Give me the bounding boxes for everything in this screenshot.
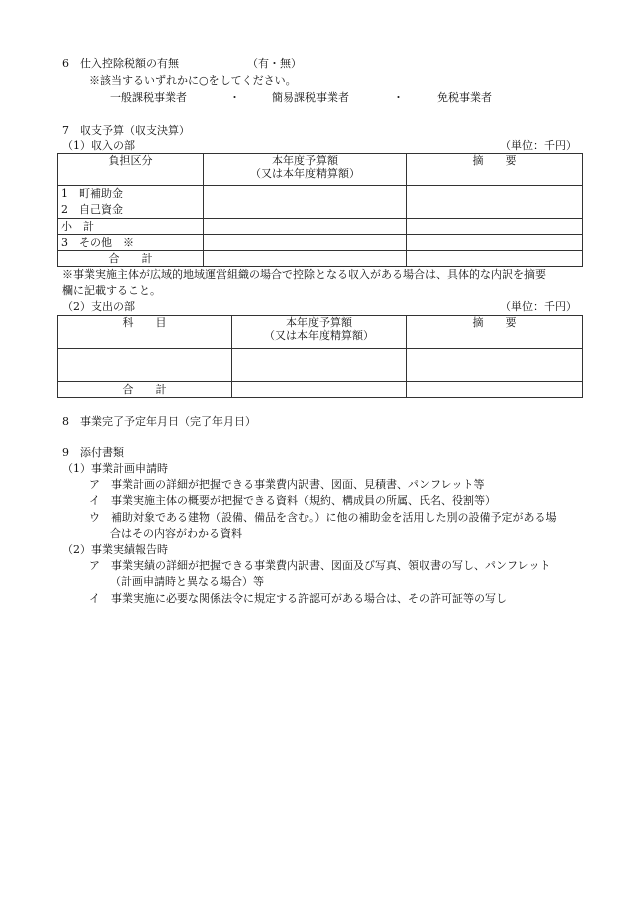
cell bbox=[204, 219, 407, 235]
col-budget bbox=[232, 316, 407, 349]
tax-choice: （有・無） bbox=[247, 57, 302, 70]
income-table bbox=[57, 153, 583, 267]
sub-results-report: （2）事業実績報告時 bbox=[62, 543, 168, 556]
row-label bbox=[58, 186, 204, 219]
option-general: 一般課税事業者 bbox=[110, 91, 187, 104]
item-i1: イ 事業実施主体の概要が把握できる資料（規約、構成員の所属、氏名、役割等） bbox=[89, 494, 496, 507]
income-header-row bbox=[58, 154, 583, 186]
item-a1: ア 事業計画の詳細が把握できる事業費内訳書、図面、見積書、パンフレット等 bbox=[89, 478, 485, 491]
separator-dot: ・ bbox=[229, 91, 240, 104]
expense-title: （2）支出の部 bbox=[62, 300, 135, 313]
col-burden: 負担区分 bbox=[58, 154, 204, 186]
cell bbox=[232, 349, 407, 382]
table-row bbox=[58, 219, 583, 235]
option-simplified: 簡易課税事業者 bbox=[272, 91, 349, 104]
budget-sublabel: （又は本年度精算額） bbox=[264, 329, 374, 342]
item-a2-line1: ア 事業実績の詳細が把握できる事業費内訳書、図面及び写真、領収書の写し、パンフレット bbox=[89, 559, 551, 572]
table-row bbox=[58, 349, 583, 382]
row-own-funds: 2 自己資金 bbox=[61, 203, 123, 216]
col-item: 科 目 bbox=[58, 316, 232, 349]
item-a2-line2: （計画申請時と異なる場合）等 bbox=[110, 575, 264, 588]
item-u1-line2: 合はその内容がわかる資料 bbox=[110, 527, 242, 540]
cell bbox=[407, 219, 583, 235]
cell bbox=[407, 186, 583, 219]
table-row bbox=[58, 235, 583, 251]
option-exempt: 免税事業者 bbox=[437, 91, 492, 104]
section9-heading: 9 添付書類 bbox=[62, 446, 124, 459]
cell bbox=[407, 251, 583, 267]
table-row bbox=[58, 186, 583, 219]
income-title: （1）収入の部 bbox=[62, 139, 135, 152]
expense-header-row bbox=[58, 316, 583, 349]
budget-label: 本年度予算額 bbox=[286, 316, 352, 329]
separator-dot: ・ bbox=[393, 91, 404, 104]
table-row bbox=[58, 251, 583, 267]
sub-plan-application: （1）事業計画申請時 bbox=[62, 462, 168, 475]
cell bbox=[204, 186, 407, 219]
income-unit: （単位：千円） bbox=[500, 139, 577, 152]
section6-heading: 6 仕入控除税額の有無 bbox=[62, 57, 179, 70]
row-total: 合 計 bbox=[58, 251, 204, 267]
income-note-line1: ※事業実施主体が広域的地域運営組織の場合で控除となる収入がある場合は、具体的な内訳を摘要 bbox=[62, 268, 546, 281]
row-subtotal: 小 計 bbox=[58, 219, 204, 235]
expense-unit: （単位：千円） bbox=[500, 300, 577, 313]
cell bbox=[58, 349, 232, 382]
cell bbox=[407, 382, 583, 398]
col-remarks: 摘 要 bbox=[407, 316, 583, 349]
cell bbox=[407, 349, 583, 382]
budget-label: 本年度予算額 bbox=[272, 154, 338, 167]
item-i2: イ 事業実施に必要な関係法令に規定する許認可がある場合は、その許可証等の写し bbox=[89, 592, 507, 605]
expense-table bbox=[57, 315, 583, 398]
section8-heading: 8 事業完了予定年月日（完了年月日） bbox=[62, 415, 256, 428]
table-row bbox=[58, 382, 583, 398]
cell bbox=[204, 251, 407, 267]
cell bbox=[232, 382, 407, 398]
cell bbox=[407, 235, 583, 251]
section7-heading: 7 収支予算（収支決算） bbox=[62, 124, 190, 137]
budget-sublabel: （又は本年度精算額） bbox=[250, 167, 360, 180]
cell bbox=[204, 235, 407, 251]
income-note-line2: 欄に記載すること。 bbox=[62, 284, 161, 297]
section6-note: ※該当するいずれかに○をしてください。 bbox=[89, 74, 297, 87]
row-total: 合 計 bbox=[58, 382, 232, 398]
row-town-subsidy: 1 町補助金 bbox=[61, 187, 123, 200]
col-budget bbox=[204, 154, 407, 186]
item-u1-line1: ウ 補助対象である建物（設備、備品を含む。）に他の補助金を活用した別の設備予定がある場 bbox=[89, 511, 557, 524]
col-remarks: 摘 要 bbox=[407, 154, 583, 186]
row-other: 3 その他 ※ bbox=[58, 235, 204, 251]
